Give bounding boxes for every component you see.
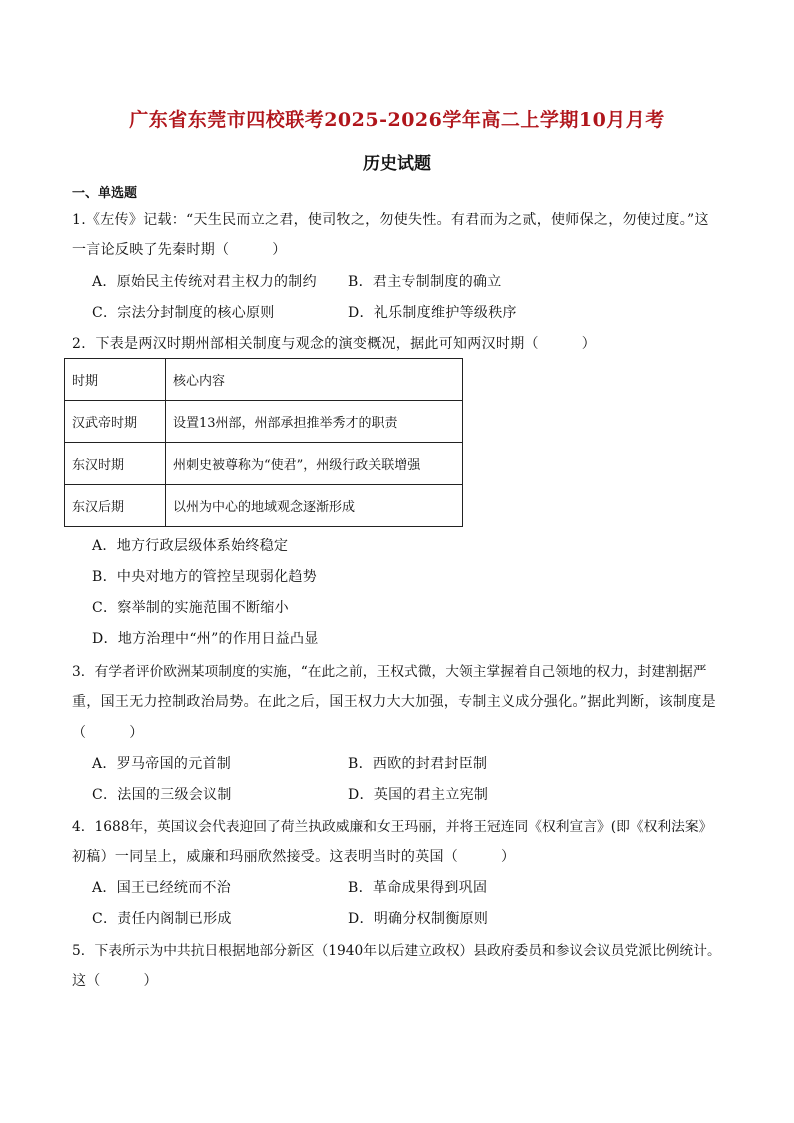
table-cell: 汉武帝时期 <box>65 401 166 443</box>
table-row <box>65 485 463 527</box>
q4-option-c[interactable]: C．责任内阁制已形成 <box>92 911 232 927</box>
table-header-cell: 核心内容 <box>166 359 463 401</box>
q4-option-b[interactable]: B．革命成果得到巩固 <box>348 880 488 896</box>
q3-option-a[interactable]: A．罗马帝国的元首制 <box>92 756 232 772</box>
table-cell: 设置13州部，州部承担推举秀才的职责 <box>166 401 463 443</box>
q1-option-b[interactable]: B．君主专制制度的确立 <box>348 274 502 290</box>
exam-subtitle: 历史试题 <box>363 154 431 174</box>
q1-option-a[interactable]: A．原始民主传统对君主权力的制约 <box>92 274 317 290</box>
table-cell: 以州为中心的地域观念逐渐形成 <box>166 485 463 527</box>
q5-stem-line1: 5．下表所示为中共抗日根据地部分新区（1940年以后建立政权）县政府委员和参议会议员党派比例统计。 <box>72 943 721 959</box>
q3-stem-line2: 重，国王无力控制政治局势。在此之后，国王权力大大加强，专制主义成分强化。”据此判断，该制度是 <box>72 694 716 710</box>
q2-table <box>64 358 463 527</box>
q4-option-a[interactable]: A．国王已经统而不治 <box>92 880 232 896</box>
q2-option-c[interactable]: C．察举制的实施范围不断缩小 <box>92 600 289 616</box>
q2-option-d[interactable]: D．地方治理中“州”的作用日益凸显 <box>92 631 319 647</box>
q1-option-d[interactable]: D．礼乐制度维护等级秩序 <box>348 305 517 321</box>
q4-stem-line1: 4．1688年，英国议会代表迎回了荷兰执政威廉和女王玛丽，并将王冠连同《权利宣言》(即《权利法案》 <box>72 819 713 835</box>
q3-stem-line3: （ ） <box>72 725 144 741</box>
q3-option-c[interactable]: C．法国的三级会议制 <box>92 787 232 803</box>
q1-option-c[interactable]: C．宗法分封制度的核心原则 <box>92 305 275 321</box>
q1-stem-line2: 一言论反映了先秦时期（ ） <box>72 242 287 258</box>
table-cell: 东汉后期 <box>65 485 166 527</box>
q5-stem-line2: 这（ ） <box>72 973 158 989</box>
table-cell: 东汉时期 <box>65 443 166 485</box>
exam-title: 广东省东莞市四校联考2025-2026学年高二上学期10月月考 <box>129 109 665 131</box>
table-header-row <box>65 359 463 401</box>
q3-option-b[interactable]: B．西欧的封君封臣制 <box>348 756 488 772</box>
q2-option-a[interactable]: A．地方行政层级体系始终稳定 <box>92 538 289 554</box>
q4-stem-line2: 初稿）一同呈上，威廉和玛丽欣然接受。这表明当时的英国（ ） <box>72 849 516 865</box>
table-row <box>65 401 463 443</box>
table-cell: 州刺史被尊称为“使君”，州级行政关联增强 <box>166 443 463 485</box>
section-heading: 一、单选题 <box>72 186 138 201</box>
q3-option-d[interactable]: D．英国的君主立宪制 <box>348 787 489 803</box>
table-row <box>65 443 463 485</box>
q1-stem-line1: 1.《左传》记载：“天生民而立之君，使司牧之，勿使失性。有君而为之贰，使师保之，勿使过度。”这 <box>72 212 709 228</box>
q3-stem-line1: 3．有学者评价欧洲某项制度的实施，“在此之前，王权式微，大领主掌握着自己领地的权力，封建割据严 <box>72 664 707 680</box>
table-header-cell: 时期 <box>65 359 166 401</box>
q2-option-b[interactable]: B．中央对地方的管控呈现弱化趋势 <box>92 569 318 585</box>
q2-stem-line1: 2．下表是两汉时期州部相关制度与观念的演变概况，据此可知两汉时期（ ） <box>72 336 597 352</box>
q4-option-d[interactable]: D．明确分权制衡原则 <box>348 911 489 927</box>
